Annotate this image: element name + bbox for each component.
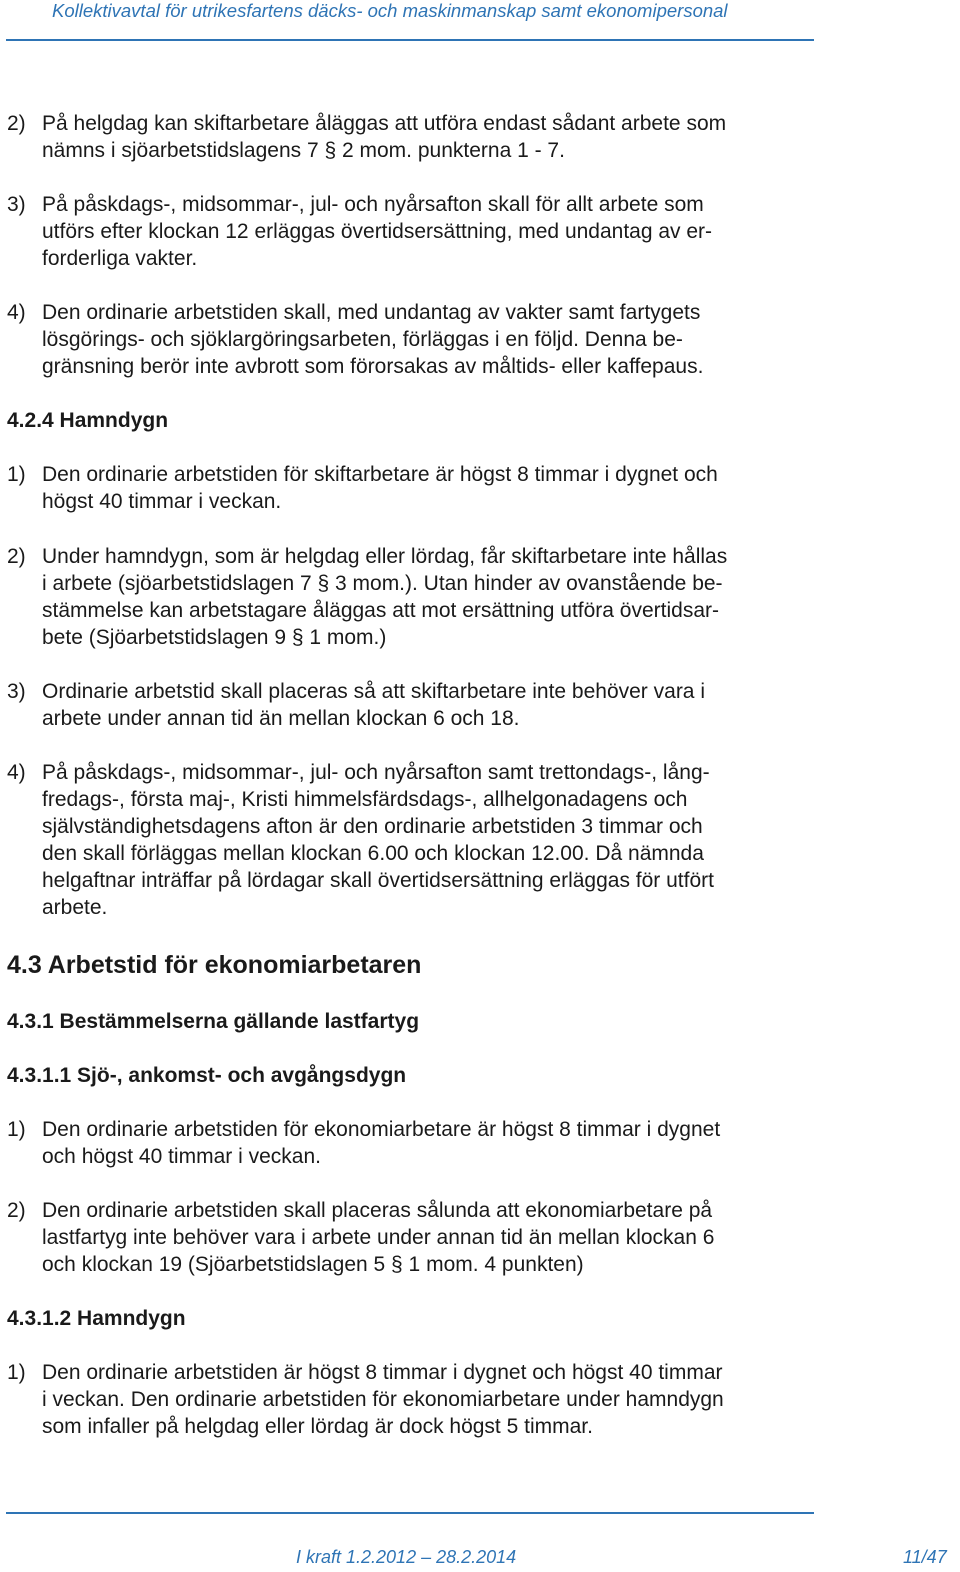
list-item-text-line: Ordinarie arbetstid skall placeras så att skiftarbetare inte behöver vara i [42, 680, 705, 703]
list-item-text-line: stämmelse kan arbetstagare åläggas att mot ersättning utföra övertidsar- [42, 599, 720, 622]
list-item-text-line: och högst 40 timmar i veckan. [42, 1145, 321, 1168]
list-item-text-line: i arbete (sjöarbetstidslagen 7 § 3 mom.). Utan hinder av ovanstående be- [42, 572, 723, 595]
list-item-text-line: högst 40 timmar i veckan. [42, 490, 282, 513]
list-item-text-line: Den ordinarie arbetstiden för skiftarbetare är högst 8 timmar i dygnet och [42, 463, 718, 486]
list-item-number: 1) [7, 1118, 26, 1141]
list-item-text-line: På påskdags-, midsommar-, jul- och nyårsafton skall för allt arbete som [42, 193, 704, 216]
list-item-number: 4) [7, 301, 26, 324]
list-item-text-line: nämns i sjöarbetstidslagens 7 § 2 mom. punkterna 1 - 7. [42, 139, 565, 162]
list-item-text-line: Under hamndygn, som är helgdag eller lördag, får skiftarbetare inte hållas [42, 545, 728, 568]
list-item-number: 3) [7, 680, 26, 703]
section-heading: 4.3.1 Bestämmelserna gällande lastfartyg [7, 1010, 420, 1033]
header-divider [6, 39, 814, 41]
list-item-text-line: gränsning berör inte avbrott som förorsakas av måltids- eller kaffepaus. [42, 355, 704, 378]
footer-divider [6, 1512, 814, 1514]
document-header-title: Kollektivavtal för utrikesfartens däcks- och maskinmanskap samt ekonomipersonal [52, 0, 728, 21]
footer-validity: I kraft 1.2.2012 – 28.2.2014 [296, 1547, 517, 1567]
list-item-text-line: Den ordinarie arbetstiden för ekonomiarbetare är högst 8 timmar i dygnet [42, 1118, 721, 1141]
list-item-text-line: lastfartyg inte behöver vara i arbete under annan tid än mellan klockan 6 [42, 1226, 715, 1249]
list-item-text-line: forderliga vakter. [42, 247, 198, 270]
list-item-text-line: arbete. [42, 896, 108, 919]
list-item-text-line: utförs efter klockan 12 erläggas övertidsersättning, med undantag av er- [42, 220, 713, 243]
list-item-number: 2) [7, 1199, 26, 1222]
list-item-number: 3) [7, 193, 26, 216]
list-item-text-line: Den ordinarie arbetstiden skall placeras sålunda att ekonomiarbetare på [42, 1199, 713, 1222]
list-item-text-line: fredags-, första maj-, Kristi himmelsfärdsdags-, allhelgonadagens och [42, 788, 688, 811]
footer-page-number: 11/47 [903, 1547, 947, 1567]
list-item-number: 2) [7, 112, 26, 135]
list-item-text-line: självständighetsdagens afton är den ordinarie arbetstiden 3 timmar och [42, 815, 703, 838]
section-heading: 4.3.1.1 Sjö-, ankomst- och avgångsdygn [7, 1064, 407, 1087]
chapter-heading: 4.3 Arbetstid för ekonomiarbetaren [7, 951, 422, 979]
list-item-text-line: Den ordinarie arbetstiden skall, med undantag av vakter samt fartygets [42, 301, 701, 324]
list-item-text-line: På påskdags-, midsommar-, jul- och nyårsafton samt trettondags-, lång- [42, 761, 710, 784]
list-item-text-line: arbete under annan tid än mellan klockan 6 och 18. [42, 707, 520, 730]
section-heading: 4.3.1.2 Hamndygn [7, 1307, 186, 1330]
list-item-number: 4) [7, 761, 26, 784]
list-item-text-line: och klockan 19 (Sjöarbetstidslagen 5 § 1 mom. 4 punkten) [42, 1253, 584, 1276]
list-item-text-line: På helgdag kan skiftarbetare åläggas att utföra endast sådant arbete som [42, 112, 727, 135]
list-item-text-line: den skall förläggas mellan klockan 6.00 och klockan 12.00. Då nämnda [42, 842, 704, 865]
list-item-text-line: som infaller på helgdag eller lördag är dock högst 5 timmar. [42, 1415, 593, 1438]
list-item-text-line: helgaftnar inträffar på lördagar skall övertidsersättning erläggas för utfört [42, 869, 714, 892]
list-item-number: 1) [7, 463, 26, 486]
list-item-text-line: bete (Sjöarbetstidslagen 9 § 1 mom.) [42, 626, 387, 649]
list-item-text-line: lösgörings- och sjöklargöringsarbeten, förläggas i en följd. Denna be- [42, 328, 683, 351]
section-heading: 4.2.4 Hamndygn [7, 409, 169, 432]
list-item-number: 2) [7, 545, 26, 568]
list-item-number: 1) [7, 1361, 26, 1384]
list-item-text-line: Den ordinarie arbetstiden är högst 8 timmar i dygnet och högst 40 timmar [42, 1361, 723, 1384]
list-item-text-line: i veckan. Den ordinarie arbetstiden för ekonomiarbetare under hamndygn [42, 1388, 724, 1411]
